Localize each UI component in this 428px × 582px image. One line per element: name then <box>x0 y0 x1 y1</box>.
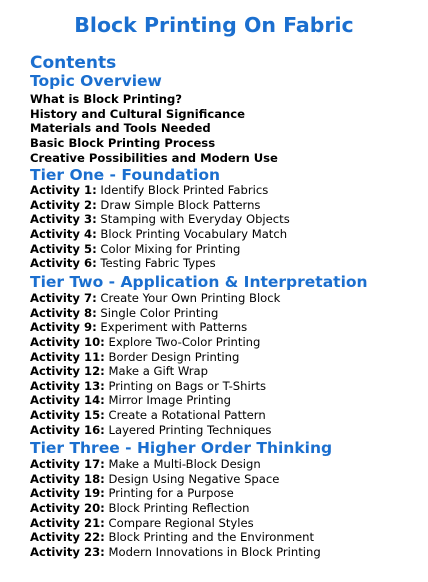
list-item <box>30 256 290 271</box>
activity-name: Single Color Printing <box>100 305 219 320</box>
activity-number: Activity 13: <box>30 378 105 393</box>
list-item: History and Cultural Significance <box>30 106 246 121</box>
tier-two-list <box>30 291 280 437</box>
activity-name: Printing on Bags or T-Shirts <box>108 378 267 393</box>
activity-number: Activity 20: <box>30 500 105 515</box>
activity-name: Mirror Image Printing <box>108 393 231 408</box>
activity-name: Block Printing Reflection <box>108 500 250 515</box>
list-item <box>30 198 290 213</box>
activity-name: Draw Simple Block Patterns <box>100 197 261 212</box>
list-item: Materials and Tools Needed <box>30 121 211 136</box>
section-heading-tier-two: Tier Two - Application & Interpretation <box>30 273 368 291</box>
activity-name: Design Using Negative Space <box>108 471 280 486</box>
activity-name: Testing Fabric Types <box>100 256 216 271</box>
page-title: Block Printing On Fabric <box>74 13 354 37</box>
activity-number: Activity 9: <box>30 320 97 335</box>
activity-number: Activity 19: <box>30 486 105 501</box>
activity-number: Activity 4: <box>30 226 97 241</box>
topic-overview-list <box>30 92 278 165</box>
list-item <box>30 545 321 560</box>
section-heading-tier-three: Tier Three - Higher Order Thinking <box>30 439 333 457</box>
activity-number: Activity 22: <box>30 530 105 545</box>
activity-name: Identify Block Printed Fabrics <box>100 183 269 197</box>
list-item <box>30 516 321 531</box>
activity-name: Explore Two-Color Printing <box>108 334 261 349</box>
activity-number: Activity 1: <box>30 183 97 197</box>
activity-name: Make a Multi-Block Design <box>108 457 261 471</box>
tier-three-list <box>30 457 321 559</box>
activity-name: Make a Gift Wrap <box>108 364 209 379</box>
list-item <box>30 335 280 350</box>
list-item <box>30 486 321 501</box>
list-item <box>30 291 280 306</box>
list-item <box>30 212 290 227</box>
activity-name: Printing for a Purpose <box>108 486 234 501</box>
activity-number: Activity 5: <box>30 241 97 256</box>
activity-number: Activity 18: <box>30 471 105 486</box>
activity-number: Activity 8: <box>30 305 97 320</box>
activity-number: Activity 7: <box>30 291 97 305</box>
list-item <box>30 227 290 242</box>
list-item: What is Block Printing? <box>30 92 182 106</box>
contents-heading: Contents <box>30 53 117 73</box>
list-item <box>30 242 290 257</box>
list-item <box>30 183 290 198</box>
activity-name: Block Printing Vocabulary Match <box>100 226 288 241</box>
activity-number: Activity 11: <box>30 349 105 364</box>
list-item <box>30 350 280 365</box>
activity-number: Activity 3: <box>30 212 97 227</box>
list-item <box>30 472 321 487</box>
activity-name: Color Mixing for Printing <box>100 241 241 256</box>
activity-number: Activity 21: <box>30 515 105 530</box>
list-item <box>30 379 280 394</box>
list-item: Basic Block Printing Process <box>30 135 216 150</box>
activity-number: Activity 2: <box>30 197 97 212</box>
activity-name: Border Design Printing <box>108 349 240 364</box>
activity-name: Block Printing and the Environment <box>108 530 315 545</box>
activity-number: Activity 17: <box>30 457 105 471</box>
list-item <box>30 423 280 438</box>
section-heading-tier-one: Tier One - Foundation <box>30 166 221 184</box>
activity-name: Layered Printing Techniques <box>108 422 272 437</box>
activity-number: Activity 10: <box>30 334 105 349</box>
list-item <box>30 393 280 408</box>
activity-number: Activity 12: <box>30 364 105 379</box>
activity-name: Stamping with Everyday Objects <box>100 212 290 227</box>
list-item <box>30 306 280 321</box>
activity-number: Activity 15: <box>30 408 105 423</box>
activity-number: Activity 6: <box>30 256 97 271</box>
tier-one-list <box>30 183 290 271</box>
activity-name: Experiment with Patterns <box>100 320 248 335</box>
activity-name: Modern Innovations in Block Printing <box>108 544 321 559</box>
list-item <box>30 457 321 472</box>
list-item <box>30 501 321 516</box>
list-item: Creative Possibilities and Modern Use <box>30 150 278 165</box>
list-item <box>30 320 280 335</box>
activity-name: Create a Rotational Pattern <box>108 408 266 423</box>
activity-name: Create Your Own Printing Block <box>100 291 281 305</box>
activity-number: Activity 16: <box>30 422 105 437</box>
activity-name: Compare Regional Styles <box>108 515 254 530</box>
section-heading-topic-overview: Topic Overview <box>30 72 162 90</box>
activity-number: Activity 14: <box>30 393 105 408</box>
list-item <box>30 364 280 379</box>
list-item <box>30 530 321 545</box>
list-item <box>30 408 280 423</box>
activity-number: Activity 23: <box>30 544 105 559</box>
